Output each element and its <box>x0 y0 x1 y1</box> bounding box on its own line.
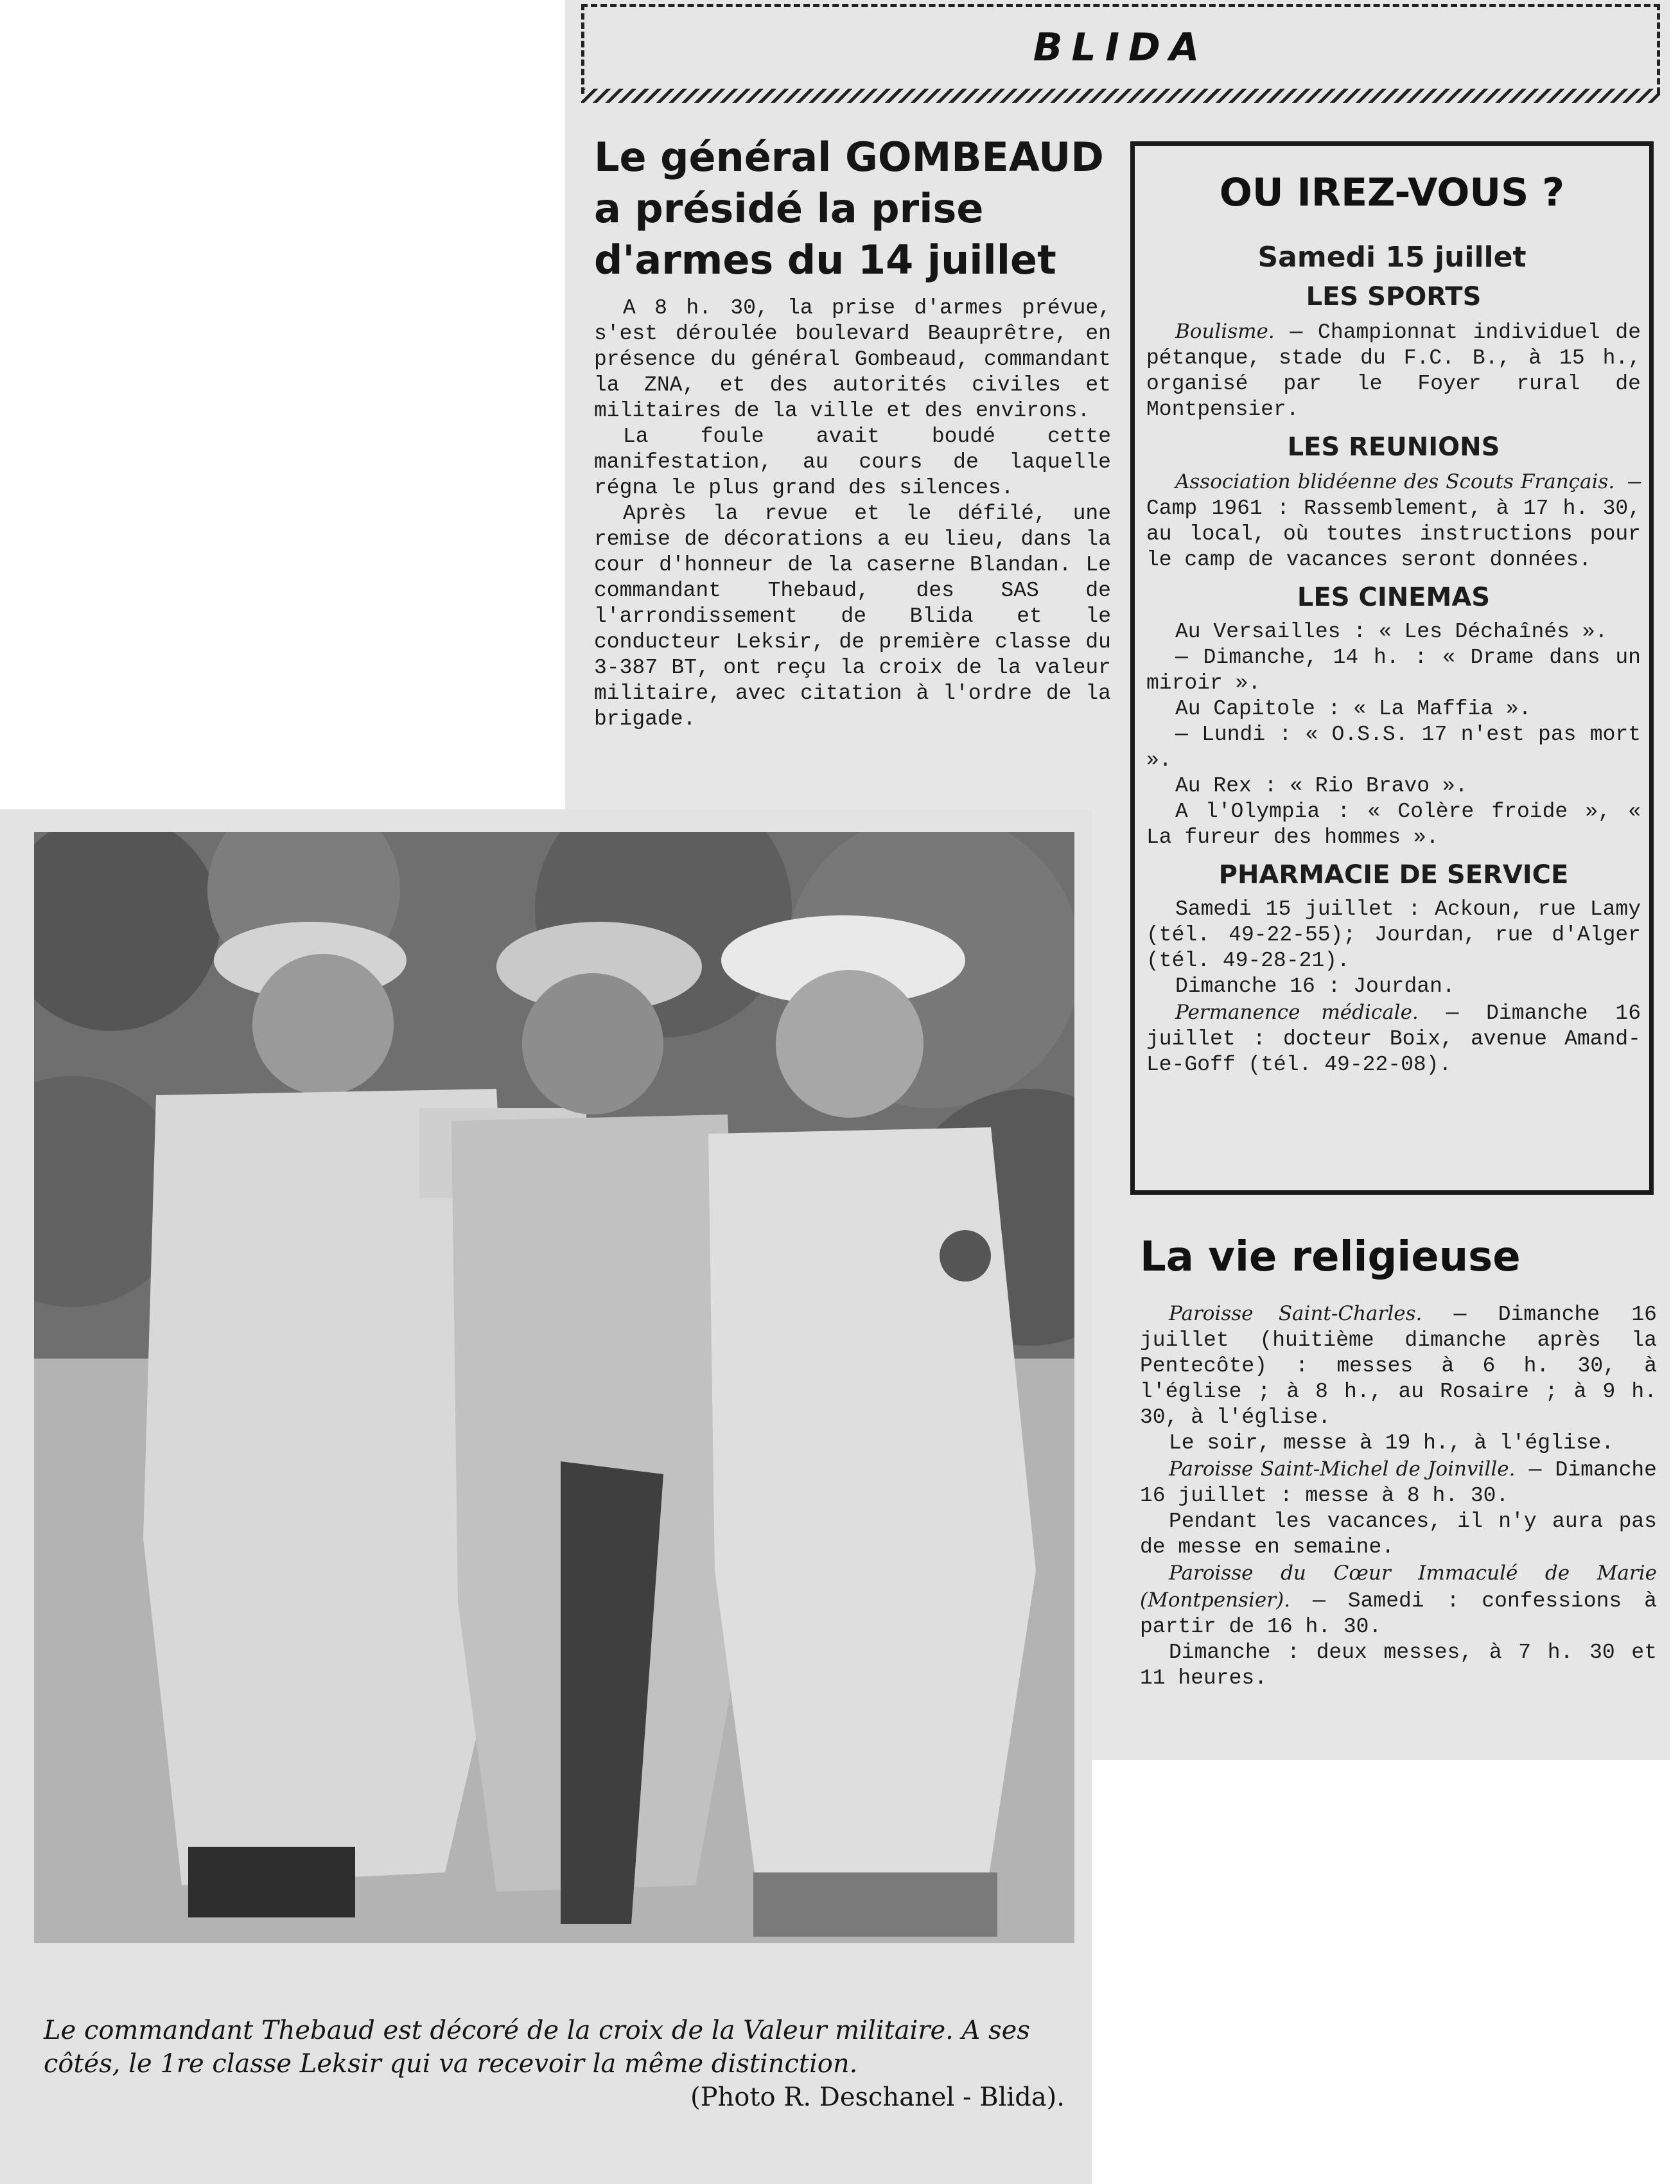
medical-lead: Permanence médicale. <box>1175 1001 1419 1024</box>
photo-credit: (Photo R. Deschanel - Blida). <box>690 2083 1065 2112</box>
caption-text: Le commandant Thebaud est décoré de la croix de la Valeur militaire. A ses côtés, le 1re classe Leksir qui va recevoir la même distinction. <box>44 2016 1030 2079</box>
parish-text: — Samedi : confessions à partir de 16 h. 30. <box>1140 1589 1657 1639</box>
cinema-item: — Dimanche, 14 h. : « Drame dans un miroir ». <box>1146 646 1641 695</box>
news-photo <box>12 819 1074 2162</box>
pharmacy-item: Samedi 15 juillet : Ackoun, rue Lamy (tél. 49-22-55); Jourdan, rue d'Alger (tél. 49-28-21). <box>1146 897 1641 973</box>
cinema-item: Au Versailles : « Les Déchaînés ». <box>1175 620 1608 644</box>
outings-content <box>1146 284 1641 1078</box>
sports-item <box>1146 319 1641 423</box>
parish-name: Paroisse Saint-Michel de Joinville. <box>1169 1457 1516 1481</box>
outings-title: OU IREZ-VOUS ? <box>1219 170 1565 215</box>
cinema-item: A l'Olympia : « Colère froide », « La fureur des hommes ». <box>1146 800 1641 849</box>
medical-text: — Dimanche 16 juillet : docteur Boix, avenue Amand-Le-Goff (tél. 49-22-08). <box>1146 1001 1641 1077</box>
article-headline: Le général GOMBEAUD a présidé la prise d'armes du 14 juillet <box>594 134 1104 283</box>
parish-text: — Dimanche 16 juillet : messe à 8 h. 30. <box>1140 1458 1657 1508</box>
religion-paragraph: Pendant les vacances, il n'y aura pas de messe en semaine. <box>1140 1510 1657 1559</box>
article-body <box>594 295 1111 732</box>
section-heading-sports: LES SPORTS <box>1306 282 1482 312</box>
article-paragraph: La foule avait boudé cette manifestation, au cours de laquelle régna le plus grand des silences. <box>594 425 1111 500</box>
photo-image <box>34 832 1074 1943</box>
cinema-item: Au Rex : « Rio Bravo ». <box>1175 774 1468 798</box>
photo-caption <box>44 2014 1065 2114</box>
meetings-lead: Association blidéenne des Scouts Français. <box>1175 470 1615 493</box>
parish-name: Paroisse du Cœur Immaculé de Marie (Montpensier). <box>1140 1562 1657 1612</box>
article-paragraph: Après la revue et le défilé, une remise de décorations a eu lieu, dans la cour d'honneur de la caserne Blandan. Le commandant Thebaud, des SAS de l'arrondissement de Blida et le conducteur Leksir, de première classe du 3-387 BT, ont reçu la croix de la valeur militaire, avec citation à l'ordre de la brigade. <box>594 502 1111 731</box>
sports-text: — Championnat individuel de pétanque, stade du F.C. B., à 15 h., organisé par le Foyer rural de Montpensier. <box>1146 321 1641 421</box>
masthead-border-ornament <box>581 89 1660 103</box>
meetings-item <box>1146 469 1641 573</box>
religion-body <box>1140 1301 1657 1691</box>
outings-box <box>1130 141 1654 1195</box>
article-paragraph: A 8 h. 30, la prise d'armes prévue, s'est déroulée boulevard Beauprêtre, en présence du général Gombeaud, commandant la ZNA, et des autorités civiles et militaires de la ville et des environs. <box>594 296 1111 423</box>
religion-paragraph: Dimanche : deux messes, à 7 h. 30 et 11 heures. <box>1140 1641 1657 1690</box>
pharmacy-item: Dimanche 16 : Jourdan. <box>1175 974 1455 998</box>
outings-date: Samedi 15 juillet <box>1257 241 1527 274</box>
section-heading-cinemas: LES CINEMAS <box>1297 583 1491 612</box>
masthead-banner <box>581 4 1660 94</box>
religion-paragraph: Le soir, messe à 19 h., à l'église. <box>1169 1431 1614 1455</box>
cinema-item: — Lundi : « O.S.S. 17 n'est pas mort ». <box>1146 723 1641 772</box>
masthead-title: BLIDA <box>1033 25 1209 70</box>
religion-title: La vie religieuse <box>1140 1233 1521 1281</box>
religion-paragraph <box>1140 1560 1657 1640</box>
religion-paragraph <box>1140 1301 1657 1431</box>
medical-item <box>1146 1000 1641 1078</box>
meetings-text: — Camp 1961 : Rassemblement, à 17 h. 30, au local, où toutes instructions pour le camp de vacances seront données. <box>1146 471 1641 572</box>
sports-lead: Boulisme. <box>1175 320 1275 343</box>
section-heading-pharmacy: PHARMACIE DE SERVICE <box>1218 860 1569 890</box>
parish-text: — Dimanche 16 juillet (huitième dimanche après la Pentecôte) : messes à 6 h. 30, à l'église ; à 8 h., au Rosaire ; à 9 h. 30, à l'église. <box>1140 1303 1657 1429</box>
religion-paragraph <box>1140 1456 1657 1509</box>
cinema-item: Au Capitole : « La Maffia ». <box>1175 697 1532 721</box>
section-heading-meetings: LES REUNIONS <box>1287 432 1500 462</box>
parish-name: Paroisse Saint-Charles. <box>1169 1302 1422 1325</box>
